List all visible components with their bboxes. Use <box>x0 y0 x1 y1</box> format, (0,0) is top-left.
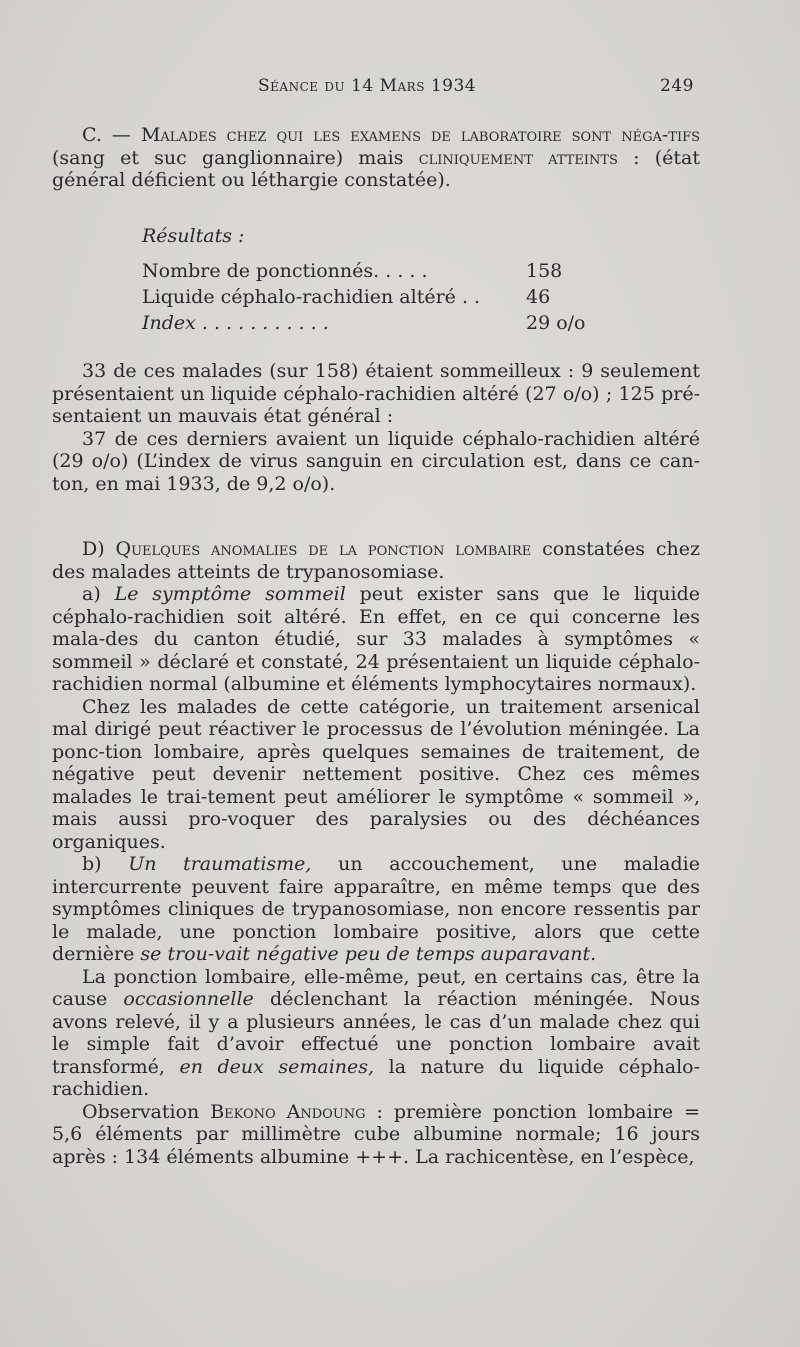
paragraph-ponction-text1: La ponction lombaire, elle-même, peut, en certains cas, être la cause <box>52 965 700 1010</box>
results-row-value: 29 o/o <box>526 312 586 334</box>
paragraph-ponction-text2: déclenchant la réaction méningée. Nous avons relevé, il y a plusieurs années, le cas d’un malade chez qui le simple fait d’avoir effectué une ponction lombaire avait transformé, <box>52 988 700 1078</box>
paragraph-33: 33 de ces malades (sur 158) étaient sommeilleux : 9 seulement présentaient un liquide céphalo-rachidien altéré (27 o/o) ; 125 pré-sentaient un mauvais état général : <box>52 360 700 427</box>
results-row-value: 158 <box>526 260 563 282</box>
paragraph-obs-text1: Observation <box>82 1100 211 1123</box>
paragraph-b-italic2: se trou-vait négative peu de temps auparavant. <box>140 943 597 965</box>
section-c-text2: : (état général déficient ou léthargie constatée). <box>52 146 700 191</box>
paragraph-chez: Chez les malades de cette catégorie, un traitement arsenical mal dirigé peut réactiver le processus de l’évolution méningée. La ponc-tion lombaire, après quelques semaines de traitement, de négative peut devenir nettement positive. Chez ces mêmes malades le trai-tement peut améliorer le symptôme « sommeil », mais aussi pro-voquer des paralysies ou des déchéances organiques. <box>52 695 700 853</box>
section-c-dash: — <box>111 124 131 146</box>
paragraph-ponction-text3: la nature du liquide céphalo-rachidien. <box>52 1055 701 1100</box>
paragraph-b-italic1: Un traumatisme, <box>128 853 312 875</box>
body-text <box>52 360 700 495</box>
section-d-heading: Quelques anomalies de la ponction lombaire <box>115 538 532 560</box>
paragraph-b <box>52 853 700 966</box>
section-d-label: D) <box>82 538 116 560</box>
paragraph-37: 37 de ces derniers avaient un liquide céphalo-rachidien altéré (29 o/o) (L’index de virus sanguin en circulation est, dans ce can-ton, en mai 1933, de 9,2 o/o). <box>52 427 700 495</box>
section-c-heading: Malades chez qui les examens de laboratoire sont néga-tifs <box>140 124 700 146</box>
body-text-d <box>52 538 700 1168</box>
results-row-label: Liquide céphalo-rachidien altéré . . <box>142 286 481 308</box>
paragraph-a-label: a) <box>82 583 115 605</box>
results-title: Résultats : <box>142 225 245 247</box>
results-row-label: Nombre de ponctionnés. . . . . <box>142 260 428 282</box>
paragraph-observation <box>52 1101 700 1169</box>
paragraph-a-italic: Le symptôme sommeil <box>114 583 346 605</box>
section-c-clinique: cliniquement atteints <box>418 146 618 169</box>
paragraph-a-text: peut exister sans que le liquide céphalo-rachidien soit altéré. En effet, en ce qui concerne les mala-des du canton étudié, sur 33 malades à symptômes « sommeil » déclaré et constaté, 24 présentaient un liquide céphalo-rachidien normal (albumine et éléments lymphocytaires normaux). <box>52 583 700 695</box>
running-title: Séance du 14 Mars 1934 <box>258 76 477 96</box>
section-c-paragraph <box>52 124 700 192</box>
results-row-value: 46 <box>526 286 551 308</box>
paragraph-obs-text2: : première ponction lombaire = 5,6 éléments par millimètre cube albumine normale; 16 jours après : 134 éléments albumine +++. La rachicentèse, en l’espèce, <box>52 1100 700 1168</box>
paragraph-a <box>52 583 700 696</box>
patient-name: Bekono Andoung <box>210 1100 366 1123</box>
section-d-text: constatées chez des malades atteints de trypanosomiase. <box>52 538 700 583</box>
section-d-paragraph <box>52 538 700 583</box>
page-number: 249 <box>660 76 694 96</box>
paragraph-b-label: b) <box>82 853 129 875</box>
section-c-text1: (sang et suc ganglionnaire) mais <box>52 146 419 169</box>
paragraph-ponction-italic2: en deux semaines, <box>179 1055 375 1078</box>
paragraph-ponction <box>52 966 700 1101</box>
paragraph-ponction-italic1: occasionnelle <box>123 988 254 1010</box>
section-c-label: C. <box>82 124 102 146</box>
paragraph-b-text: un accouchement, une maladie intercurrente peuvent faire apparaître, en même temps que des symptômes cliniques de trypanosomiase, non encore ressentis par le malade, une ponction lombaire positive, alors que cette dernière <box>52 853 700 965</box>
results-row-label: Index . . . . . . . . . . . <box>142 312 329 334</box>
